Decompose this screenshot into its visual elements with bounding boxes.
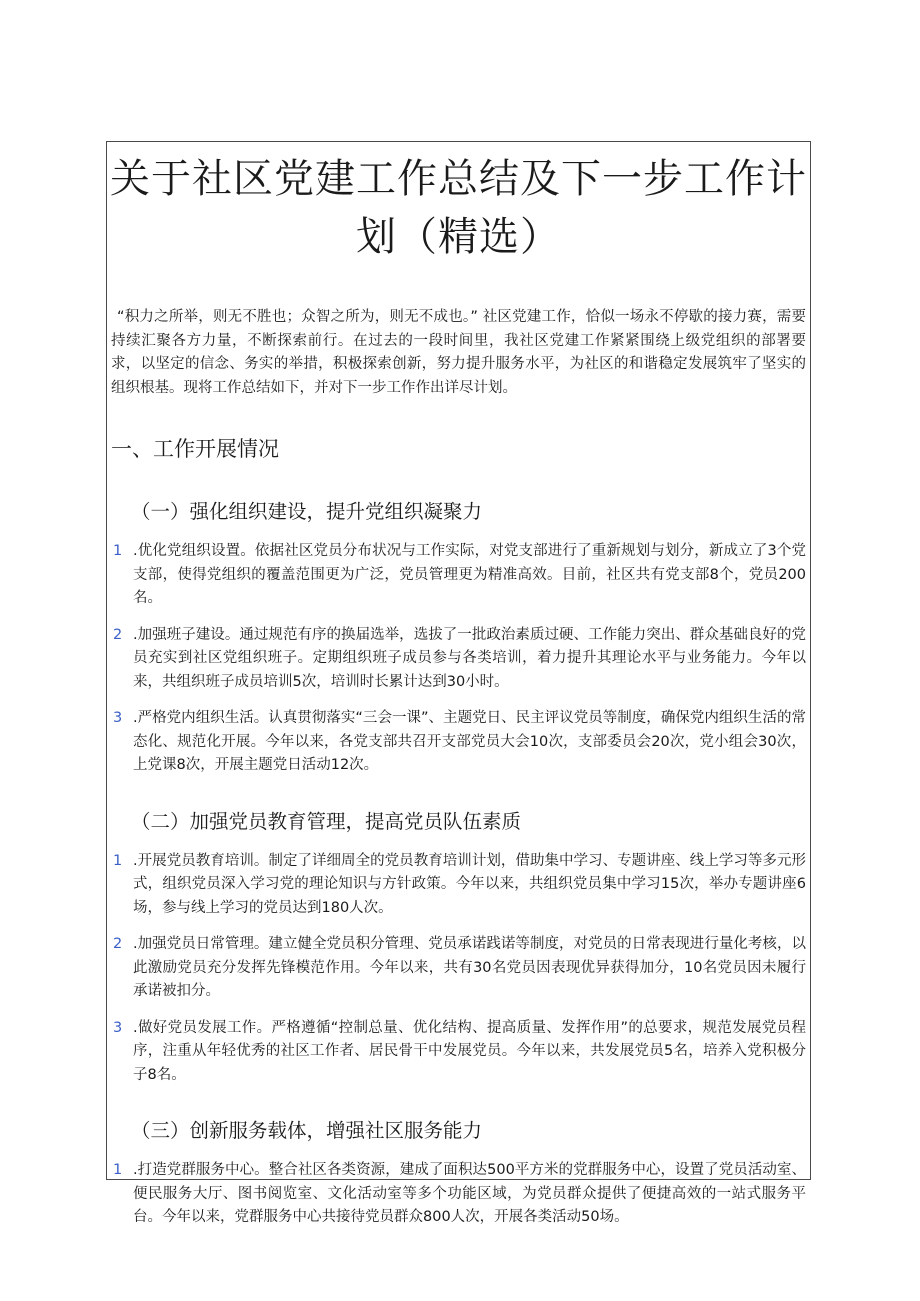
list-item-number: 3 [113,1019,123,1036]
list-item-number: 1 [113,1162,123,1178]
list-item [111,707,806,778]
list-item [111,624,806,695]
list-item [111,933,806,1004]
list-item-number: 2 [113,626,123,643]
document-body [107,306,810,1230]
list-item-text: .严格党内组织生活。认真贯彻落实“三会一课”、主题党日、民主评议党员等制度，确保党内组织生活的常态化、规范化开展。今年以来，各党支部共召开支部党员大会10次，支部委员会20次，党小组会30次，上党课8次，开展主题党日活动12次。 [133,710,806,773]
list-item-text: .加强党员日常管理。建立健全党员积分管理、党员承诺践诺等制度，对党员的日常表现进行量化考核，以此激励党员充分发挥先锋模范作用。今年以来，共有30名党员因表现优异获得加分，10名党员因未履行承诺被扣分。 [133,936,806,999]
document-frame [106,141,811,1225]
document-title [107,150,810,266]
list-item-number: 3 [113,710,123,726]
subsection-3-list [111,1159,806,1230]
list-item-number: 1 [113,852,123,869]
subsection-heading-2: （二）加强党员教育管理，提高党员队伍素质 [131,809,522,833]
subsection-heading-3: （三）创新服务载体，增强社区服务能力 [131,1119,483,1142]
intro-paragraph: “积力之所举，则无不胜也；众智之所为，则无不成也。” 社区党建工作，恰似一场永不停歇的接力赛，需要持续汇聚各方力量，不断探索前行。在过去的一段时间里，我社区党建工作紧紧围绕上级党组织的部署要求，以坚定的信念、务实的举措，积极探索创新，努力提升服务水平，为社区的和谐稳定发展筑牢了坚实的组织根基。现将工作总结如下，并对下一步工作作出详尽计划。 [111,309,806,396]
subsection-2-list [111,850,806,1088]
title-line-2: 划（精选） [356,214,561,260]
list-item [111,1017,806,1088]
list-item-text: .优化党组织设置。依据社区党员分布状况与工作实际，对党支部进行了重新规划与划分，新成立了3个党支部，使得党组织的覆盖范围更为广泛，党员管理更为精准高效。目前，社区共有党支部8个，党员200名。 [133,543,806,606]
list-item [111,850,806,921]
list-item [111,540,806,611]
subsection-1-list [111,540,806,778]
list-item-text: .打造党群服务中心。整合社区各类资源，建成了面积达500平方米的党群服务中心，设置了党员活动室、便民服务大厅、图书阅览室、文化活动室等多个功能区域，为党员群众提供了便捷高效的一站式服务平台。今年以来，党群服务中心共接待党员群众800人次，开展各类活动50场。 [133,1162,806,1225]
title-line-1: 关于社区党建工作总结及下一步工作计 [110,156,807,202]
section-heading-1: 一、工作开展情况 [111,437,279,461]
list-item-number: 1 [113,543,123,559]
list-item-text: .加强班子建设。通过规范有序的换届选举，选拔了一批政治素质过硬、工作能力突出、群众基础良好的党员充实到社区党组织班子。定期组织班子成员参与各类培训，着力提升其理论水平与业务能力。今年以来，共组织班子成员培训5次，培训时长累计达到30小时。 [133,626,806,690]
list-item [111,1159,806,1230]
list-item-number: 2 [113,936,123,952]
list-item-text: .做好党员发展工作。严格遵循“控制总量、优化结构、提高质量、发挥作用”的总要求，规范发展党员程序，注重从年轻优秀的社区工作者、居民骨干中发展党员。今年以来，共发展党员5名，培养入党积极分子8名。 [133,1019,806,1083]
list-item-text: .开展党员教育培训。制定了详细周全的党员教育培训计划，借助集中学习、专题讲座、线上学习等多元形式，组织党员深入学习党的理论知识与方针政策。今年以来，共组织党员集中学习15次，举办专题讲座6场，参与线上学习的党员达到180人次。 [133,852,806,916]
subsection-heading-1: （一）强化组织建设，提升党组织凝聚力 [131,500,483,523]
